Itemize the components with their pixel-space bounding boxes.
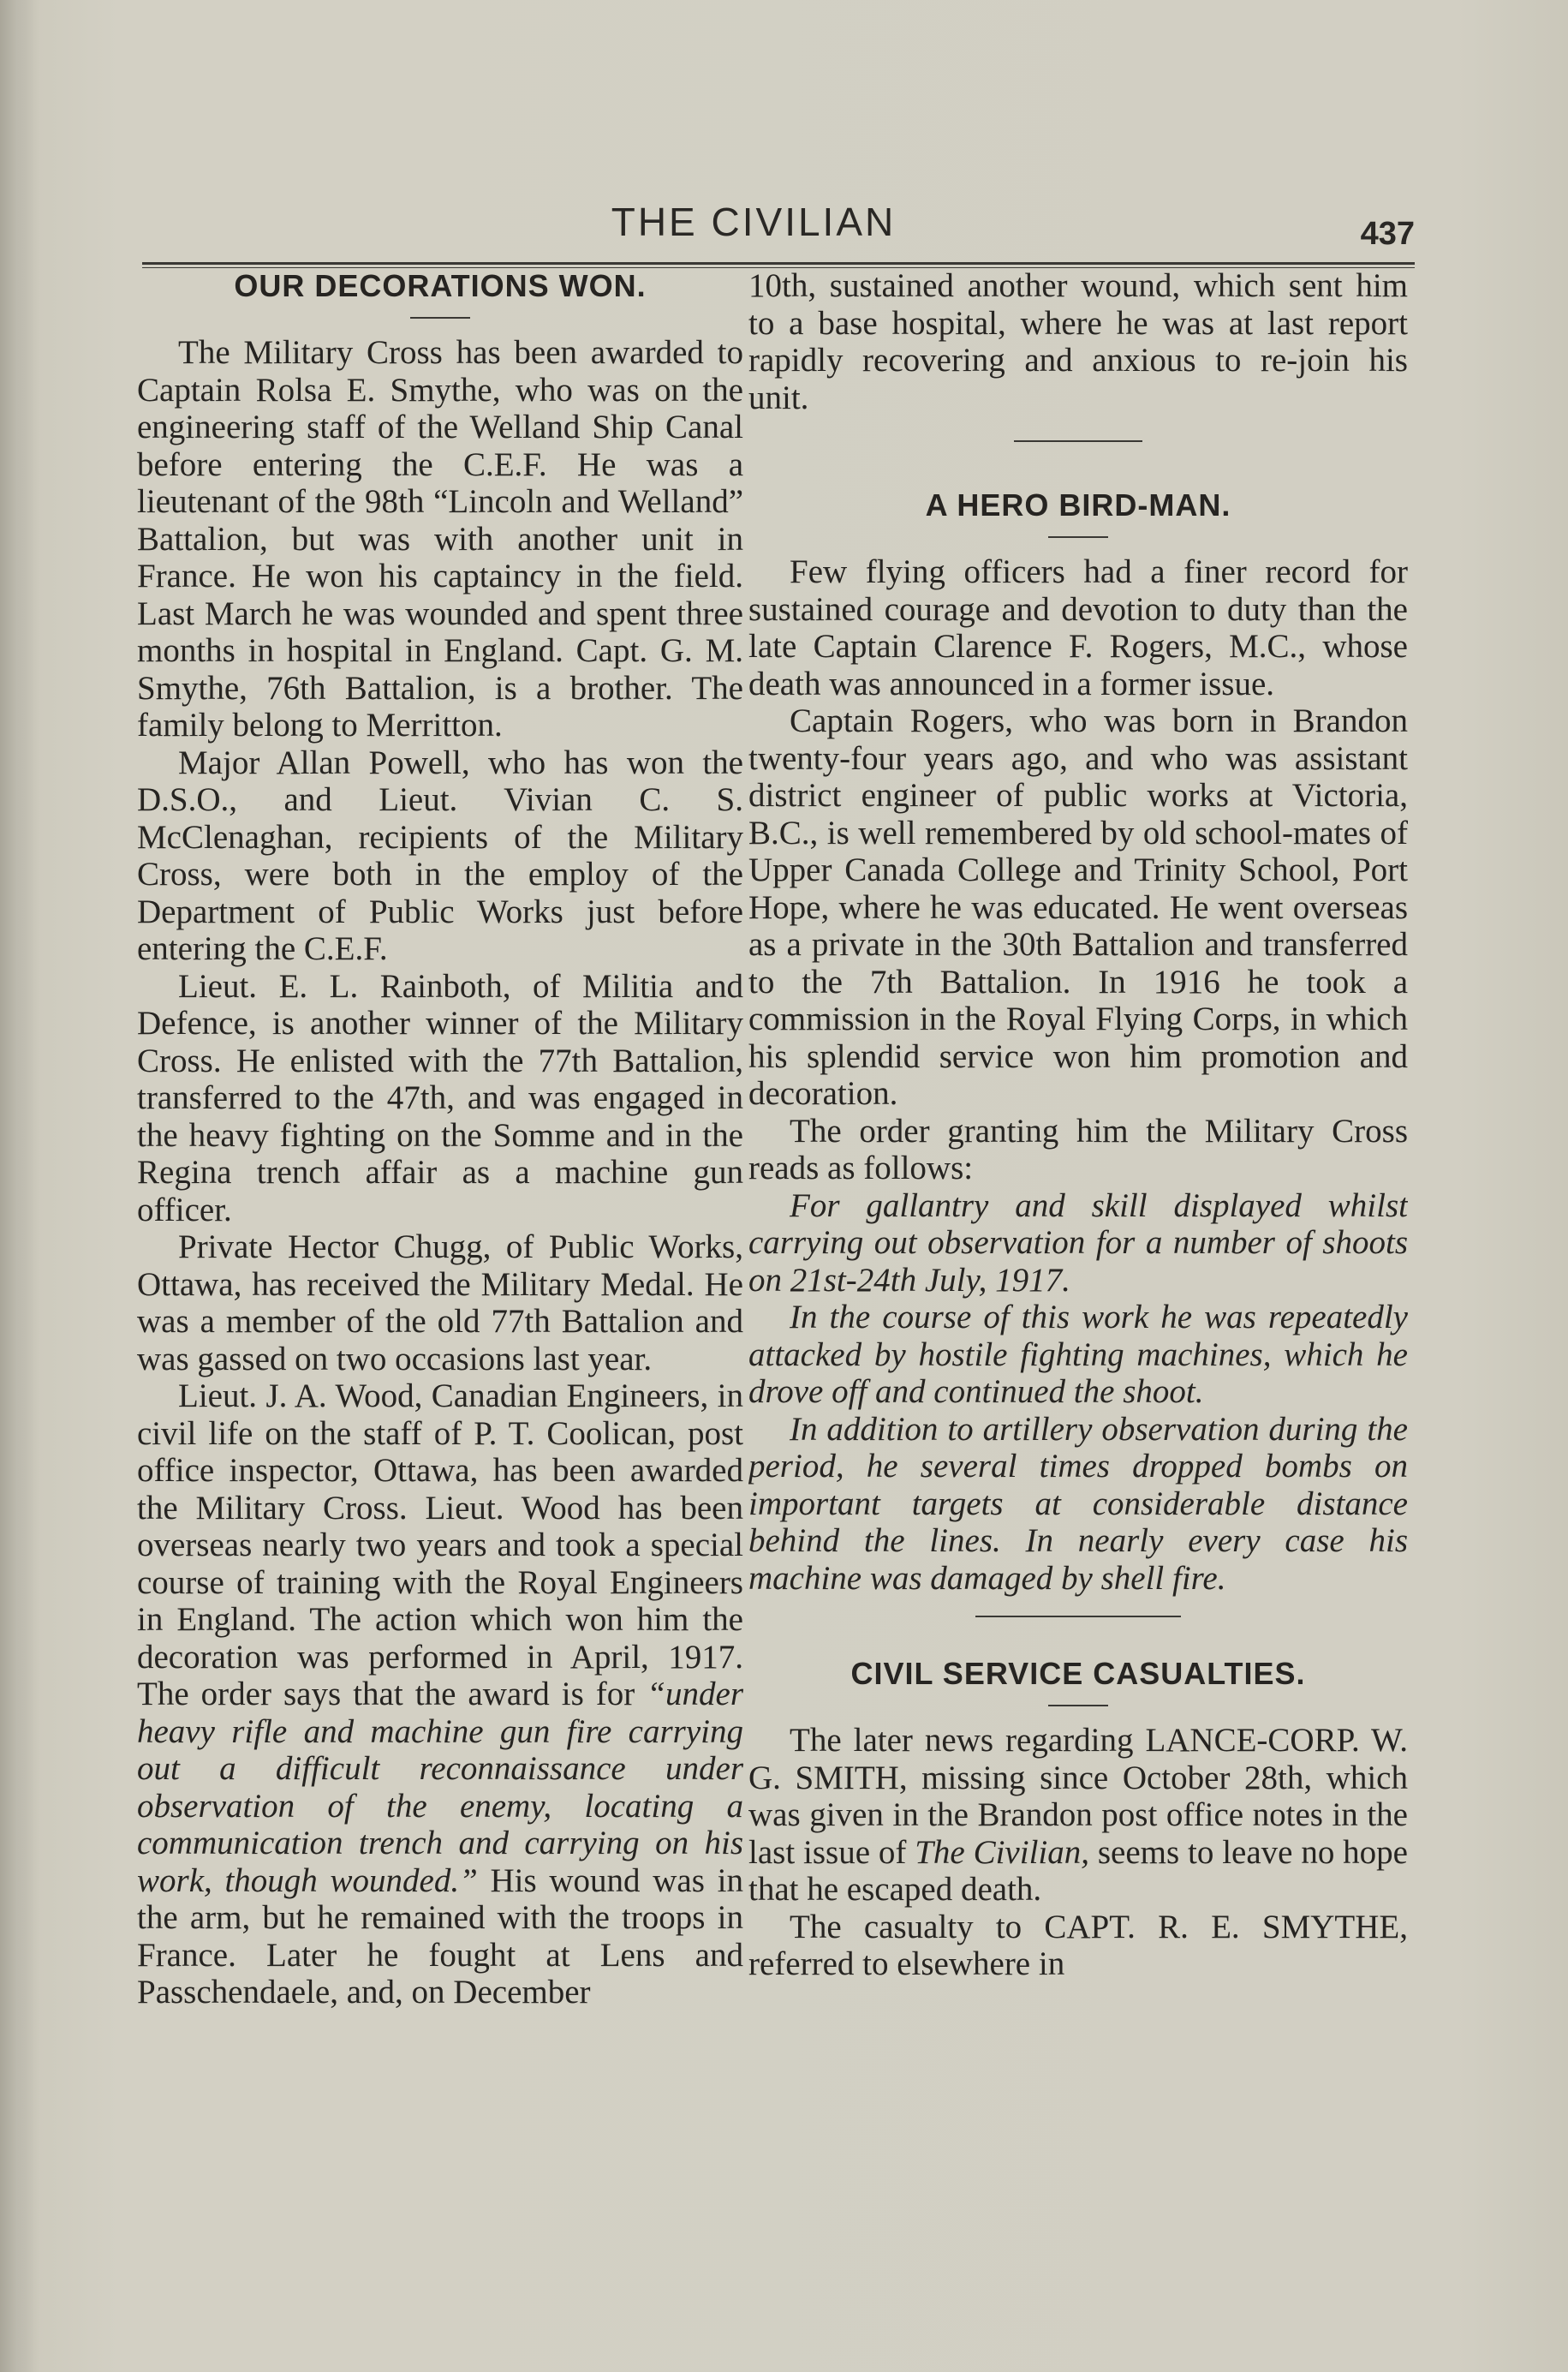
citation-paragraph: For gallantry and skill displayed whilst carrying out observation for a number of shoots on 21st-24th July, 1917. [748,1186,1408,1299]
citation-paragraph: In the course of this work he was repeatedly attacked by hostile fighting machines, which he drove off and continued the shoot. [748,1299,1408,1410]
right-column [748,267,1408,2357]
wood-paragraph [137,1377,743,2011]
rainboth-paragraph: Lieut. E. L. Rainboth, of Militia and Defence, is another winner of the Military Cross. He enlisted with the 77th Battalion, transferred to the 47th, and was engaged in the heavy fighting on the Somme and in the Regina trench affair as a machine gun officer. [137,967,743,1228]
wood-continuation: 10th, sustained another wound, which sent him to a base hospital, where he was at last report rapidly recovering and anxious to re-join his unit. [748,267,1408,416]
rogers-order-paragraph: The order granting him the Military Cross reads as follows: [748,1112,1408,1186]
wood-citation-quote: “under heavy rifle and machine gun fire carrying out a difficult reconnaissance under observation of the enemy, locating a communication trench and carrying on his work, though wounded.” [137,1676,743,1899]
heading-dash [1048,536,1108,538]
hero-heading: A HERO BIRD-MAN. [925,487,1231,523]
decorations-heading: OUR DECORATIONS WON. [234,268,647,303]
smith-paragraph [748,1722,1408,1909]
chugg-paragraph: Private Hector Chugg, of Public Works, Ottawa, has received the Military Medal. He was a member of the old 77th Battalion and was gassed on two occasions last year. [137,1228,743,1377]
rogers-bio-paragraph: Captain Rogers, who was born in Brandon twenty-four years ago, and who was assistant district engineer of public works at Victoria, B.C., is well remembered by old school-mates of Upper Canada College and Trinity School, Port Hope, where he was educated. He went overseas as a private in the 30th Battalion and transferred to the 7th Battalion. In 1916 he took a commission in the Royal Flying Corps, in which his splendid service won him promotion and decoration. [748,702,1408,1112]
heading-dash [1048,1705,1108,1706]
civilian-title-italic: The Civilian, [915,1833,1089,1871]
smythe-paragraph: The Military Cross has been awarded to Captain Rolsa E. Smythe, who was on the engineering staff of the Welland Ship Canal before entering the C.E.F. He was a lieutenant of the 98th “Lincoln and Welland” Battalion, but was with another unit in France. He won his captaincy in the field. Last March he was wounded and spent three months in hospital in England. Capt. G. M. Smythe, 76th Battalion, is a brother. The family belong to Merritton. [137,334,743,744]
running-header-title: THE CIVILIAN [611,200,897,244]
wood-text-start: Lieut. J. A. Wood, Canadian Engineers, in civil life on the staff of P. T. Coolican, post office inspector, Ottawa, has been awarded the Military Cross. Lieut. Wood has been overseas nearly two years and took a special course of training with the Royal Engineers in England. The action which won him the decoration was performed in April, 1917. The order says that the award is for [137,1377,743,1712]
casualties-heading: CIVIL SERVICE CASUALTIES. [850,1656,1306,1691]
wood-text-end: His wound was in the arm, but he remained with the troops in France. Later he fought at Lens and Passchendaele, and, on December [137,1861,743,2011]
smith-text-end: seems to leave no hope that he escaped death. [748,1833,1408,1908]
smith-text-start: The later news regarding LANCE-CORP. W. G. SMITH, missing since October 28th, which was given in the Brandon post office notes in the last issue of [748,1722,1408,1871]
left-column [137,267,743,2357]
rogers-intro-paragraph: Few flying officers had a finer record for sustained courage and devotion to duty than the late Captain Clarence F. Rogers, M.C., whose death was announced in a former issue. [748,553,1408,702]
section-divider [975,1616,1181,1617]
smythe-casualty-paragraph: The casualty to CAPT. R. E. SMYTHE, referred to elsewhere in [748,1908,1408,1982]
page-number: 437 [1360,216,1415,252]
heading-dash [410,317,470,319]
page-gutter-shadow [0,0,39,2372]
powell-paragraph: Major Allan Powell, who has won the D.S.O., and Lieut. Vivian C. S. McClenaghan, recipients of the Military Cross, were both in the employ of the Department of Public Works just before entering the C.E.F. [137,744,743,967]
citation-paragraph: In addition to artillery observation during the period, he several times dropped bombs on important targets at considerable distance behind the lines. In nearly every case his machine was damaged by shell fire. [748,1410,1408,1597]
section-divider [1014,440,1142,442]
